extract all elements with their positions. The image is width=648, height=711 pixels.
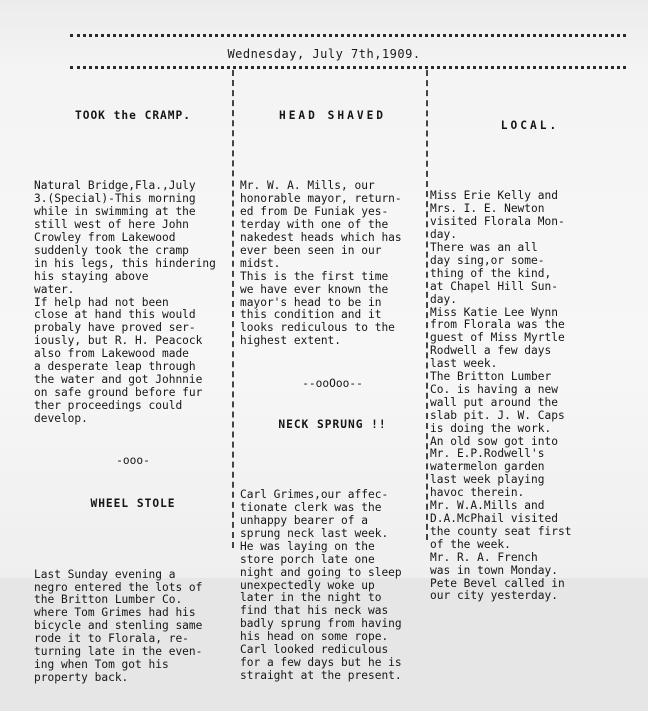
text-line: later in the night to <box>240 591 382 605</box>
text-line: bicycle and stenling same <box>34 619 203 633</box>
text-line: terday with one of the <box>240 218 389 232</box>
text-line: last week. <box>430 357 498 371</box>
text-line: An old sow got into <box>430 434 558 448</box>
article-body <box>34 569 232 685</box>
text-line: was in town Monday. <box>430 563 558 577</box>
article-body <box>34 180 232 425</box>
text-line: Crowley from Lakewood <box>34 230 176 244</box>
text-line: negro entered the lots of <box>34 580 203 594</box>
text-line: in his legs, this hindering <box>34 256 216 270</box>
text-line: store porch late one <box>240 552 375 566</box>
text-line: He was laying on the <box>240 539 375 553</box>
text-line: Miss Erie Kelly and <box>430 189 558 203</box>
text-line: day sing,or some- <box>430 253 545 267</box>
text-line: sprung neck last week. <box>240 526 389 540</box>
text-line: of the week. <box>430 537 511 551</box>
text-line: is doing the work. <box>430 421 552 435</box>
text-line: Natural Bridge,Fla.,July <box>34 179 196 193</box>
text-line: Carl looked rediculous <box>240 643 389 657</box>
text-line: badly sprung from having <box>240 617 402 631</box>
headline-neck-sprung: NECK SPRUNG !! <box>278 417 387 431</box>
text-line: a desperate leap through <box>34 360 196 374</box>
text-line: while in swimming at the <box>34 205 196 219</box>
text-line: watermelon garden <box>430 460 545 474</box>
text-line: slab pit. J. W. Caps <box>430 408 565 422</box>
headline-local: LOCAL. <box>500 118 560 132</box>
text-line: 3.(Special)-This morning <box>34 192 196 206</box>
text-line: This is the first time <box>240 269 389 283</box>
text-line: the county seat first <box>430 524 572 538</box>
headline-wheel-stole: WHEEL STOLE <box>90 497 176 511</box>
text-line: ed from De Funiak yes- <box>240 205 389 219</box>
text-line: rode it to Florala, re- <box>34 632 189 646</box>
text-line: Last Sunday evening a <box>34 567 176 581</box>
column-divider-right <box>426 70 428 540</box>
text-line: Mrs. I. E. Newton <box>430 202 545 216</box>
text-line: Co. is having a new <box>430 382 558 396</box>
text-line: Mr. W. A. Mills, our <box>240 179 375 193</box>
text-line: last week playing <box>430 473 545 487</box>
text-line: ther proceedings could <box>34 398 183 412</box>
text-line: ever been seen in our <box>240 243 382 257</box>
article-body <box>430 190 630 603</box>
text-line: also from Lakewood made <box>34 347 189 361</box>
text-line: at Chapel Hill Sun- <box>430 279 558 293</box>
text-line: where Tom Grimes had his <box>34 606 196 620</box>
text-line: wall put around the <box>430 395 558 409</box>
text-line: his head on some rope. <box>240 630 389 644</box>
text-line: turning late in the even- <box>34 645 203 659</box>
section-separator: --ooOoo-- <box>302 376 363 390</box>
text-line: property back. <box>34 670 129 684</box>
text-line: unhappy bearer of a <box>240 514 368 527</box>
text-line: straight at the present. <box>240 668 402 682</box>
text-line: still west of here John <box>34 218 189 232</box>
text-line: Mr. W.A.Mills and <box>430 499 545 513</box>
text-line: Miss Katie Lee Wynn <box>430 305 558 319</box>
text-line: probaly have proved ser- <box>34 321 196 335</box>
text-line: night and going to sleep <box>240 565 402 579</box>
column-left <box>34 72 232 711</box>
text-line: water. <box>34 282 75 296</box>
text-line: tionate clerk was the <box>240 501 382 515</box>
text-line: this condition and it <box>240 308 382 322</box>
text-line: develop. <box>34 411 88 425</box>
text-line: nakedest heads which has <box>240 230 402 244</box>
dateline: Wednesday, July 7th,1909. <box>227 47 421 61</box>
text-line: close at hand this would <box>34 308 196 322</box>
text-line: from Florala was the <box>430 318 565 332</box>
text-line: unexpectedly woke up <box>240 578 375 592</box>
text-line: Mr. E.P.Rodwell's <box>430 447 545 461</box>
text-line: midst. <box>240 256 281 270</box>
text-line: his staying above <box>34 269 149 283</box>
header-dotted-rule <box>70 66 626 69</box>
headline-head-shaved: HEAD SHAVED <box>278 108 387 122</box>
text-line: the water and got Johnnie <box>34 372 203 386</box>
text-line: on safe ground before fur <box>34 385 203 399</box>
text-line: honorable mayor, return- <box>240 192 402 206</box>
text-line: There was an all <box>430 240 538 254</box>
column-right <box>430 72 630 629</box>
headline-took-the-cramp: TOOK the CRAMP. <box>74 108 192 122</box>
text-line: iously, but R. H. Peacock <box>34 334 203 348</box>
text-line: day. <box>430 292 457 306</box>
text-line: Rodwell a few days <box>430 344 552 358</box>
text-line: guest of Miss Myrtle <box>430 331 565 345</box>
text-line: for a few days but he is <box>240 655 402 669</box>
text-line: Mr. R. A. French <box>430 550 538 564</box>
text-line: Carl Grimes,our affec- <box>240 488 389 502</box>
text-line: suddenly took the cramp <box>34 243 189 257</box>
text-line: mayor's head to be in <box>240 295 382 309</box>
text-line: thing of the kind, <box>430 266 552 280</box>
column-divider-left <box>232 70 234 548</box>
text-line: the Britton Lumber Co. <box>34 593 183 607</box>
text-line: If help had not been <box>34 295 169 309</box>
text-line: highest extent. <box>240 334 342 348</box>
article-body <box>240 489 425 683</box>
text-line: D.A.McPhail visited <box>430 512 558 525</box>
article-body <box>240 180 425 348</box>
text-line: havoc therein. <box>430 486 525 500</box>
text-line: looks rediculous to the <box>240 321 395 335</box>
text-line: find that his neck was <box>240 604 389 618</box>
text-line: our city yesterday. <box>430 589 558 603</box>
column-middle <box>240 72 425 709</box>
text-line: we have ever known the <box>240 282 389 296</box>
text-line: The Britton Lumber <box>430 370 552 384</box>
text-line: visited Florala Mon- <box>430 215 565 229</box>
top-dotted-rule <box>70 34 626 37</box>
text-line: day. <box>430 228 457 242</box>
text-line: Pete Bevel called in <box>430 576 565 590</box>
section-separator: -ooo- <box>116 454 150 468</box>
text-line: ing when Tom got his <box>34 657 169 671</box>
